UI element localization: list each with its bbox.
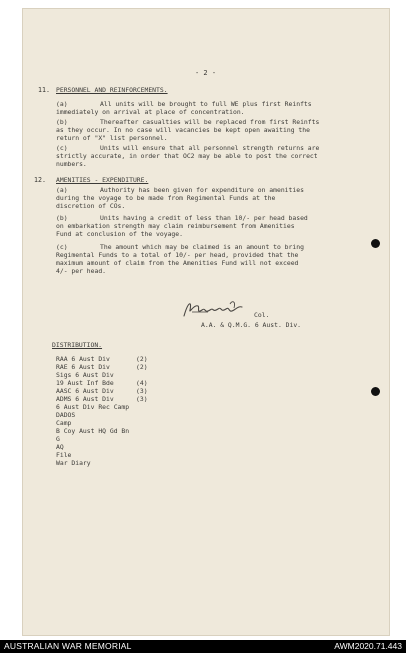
distribution-count: (2) [136, 363, 148, 371]
distribution-count: (3) [136, 387, 148, 395]
section-12-item-c-label: (c) [56, 243, 68, 251]
distribution-count: (4) [136, 379, 148, 387]
section-12-item-b-line: Units having a credit of less than 10/- per head based [100, 214, 308, 222]
distribution-entry: AASC 6 Aust Div [56, 387, 114, 395]
page-number: - 2 - [195, 69, 217, 77]
section-12-item-a-line: discretion of COs. [56, 202, 126, 210]
section-12-item-b-line: on embarkation strength may claim reimbursement from Amenities [56, 222, 295, 230]
footer-accession-number: AWM2020.71.443 [334, 641, 402, 651]
punch-hole-top [371, 239, 380, 248]
handwritten-signature [182, 298, 248, 320]
distribution-entry: RAA 6 Aust Div [56, 355, 110, 363]
distribution-entry: 19 Aust Inf Bde [56, 379, 114, 387]
section-12-item-a-line: during the voyage to be made from Regimental Funds at the [56, 194, 276, 202]
footer-institution: AUSTRALIAN WAR MEMORIAL [4, 641, 132, 651]
section-11-item-c-line: numbers. [56, 160, 87, 168]
punch-hole-bottom [371, 387, 380, 396]
distribution-entry: G [56, 435, 60, 443]
section-11-heading: PERSONNEL AND REINFORCEMENTS. [56, 86, 168, 94]
distribution-entry: Sigs 6 Aust Div [56, 371, 114, 379]
distribution-count: (2) [136, 355, 148, 363]
section-11-item-c-line: Units will ensure that all personnel strength returns are [100, 144, 320, 152]
distribution-entry: Camp [56, 419, 72, 427]
footer-bar [0, 640, 406, 653]
distribution-entry: DADOS [56, 411, 76, 419]
section-12-heading: AMENITIES - EXPENDITURE. [56, 176, 149, 184]
section-11-number: 11. [38, 86, 50, 94]
section-11-item-a-line: immediately on arrival at place of concentration. [56, 108, 245, 116]
section-12-item-a-label: (a) [56, 186, 68, 194]
distribution-heading: DISTRIBUTION. [52, 341, 103, 349]
distribution-entry: 6 Aust Div Rec Camp [56, 403, 130, 411]
distribution-entry: War Diary [56, 459, 91, 467]
section-12-item-c-line: Regimental Funds to a total of 10/- per head, provided that the [56, 251, 299, 259]
section-12-item-b-label: (b) [56, 214, 68, 222]
section-11-item-b-line: return of "X" list personnel. [56, 134, 168, 142]
section-11-item-b-line: as they occur. In no case will vacancies be kept open awaiting the [56, 126, 310, 134]
section-12-item-a-line: Authority has been given for expenditure on amenities [100, 186, 304, 194]
distribution-entry: AQ [56, 443, 64, 451]
section-12-item-c-line: 4/- per head. [56, 267, 107, 275]
distribution-count: (3) [136, 395, 148, 403]
section-11-item-c-line: strictly accurate, in order that OC2 may be able to post the correct [56, 152, 318, 160]
distribution-entry: ADMS 6 Aust Div [56, 395, 114, 403]
distribution-entry: RAE 6 Aust Div [56, 363, 110, 371]
distribution-entry: File [56, 451, 72, 459]
distribution-entry: B Coy Aust HQ Gd Bn [56, 427, 130, 435]
section-11-item-a-label: (a) [56, 100, 68, 108]
section-12-item-b-line: Fund at conclusion of the voyage. [56, 230, 183, 238]
signature-title: A.A. & Q.M.G. 6 Aust. Div. [201, 321, 302, 329]
section-11-item-c-label: (c) [56, 144, 68, 152]
section-12-number: 12. [34, 176, 46, 184]
section-11-item-b-label: (b) [56, 118, 68, 126]
section-11-item-b-line: Thereafter casualties will be replaced from first Reinfts [100, 118, 320, 126]
section-12-item-c-line: maximum amount of claim from the Amenities Fund will not exceed [56, 259, 299, 267]
signature-rank: Col. [254, 311, 270, 319]
section-11-item-a-line: All units will be brought to full WE plus first Reinfts [100, 100, 312, 108]
section-12-item-c-line: The amount which may be claimed is an amount to bring [100, 243, 304, 251]
